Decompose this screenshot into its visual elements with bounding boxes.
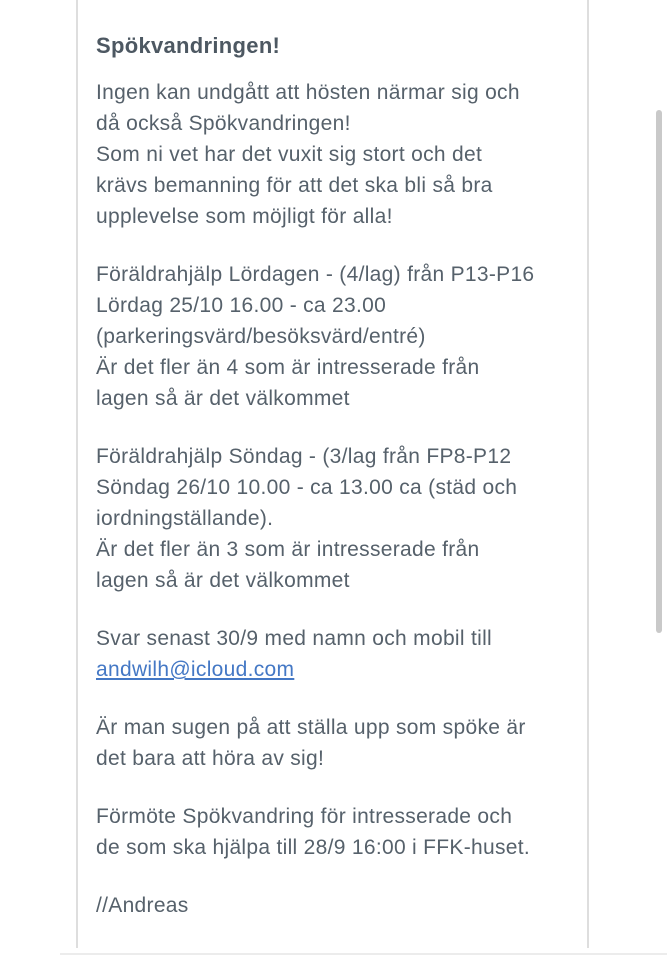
post-line: lagen så är det välkommet bbox=[96, 387, 350, 410]
post-line-link bbox=[96, 654, 571, 685]
post-line: Föräldrahjälp Lördagen - (4/lag) från P13-P16 bbox=[96, 263, 535, 286]
post-paragraph-ghost bbox=[96, 712, 571, 774]
post-title: Spökvandringen! bbox=[96, 33, 281, 58]
post-paragraph-reply bbox=[96, 623, 571, 685]
post-line: upplevelse som möjligt för alla! bbox=[96, 205, 393, 228]
post-line: Är det fler än 4 som är intresserade från bbox=[96, 356, 480, 379]
post-paragraph-meeting bbox=[96, 801, 571, 863]
post-paragraph-sunday bbox=[96, 441, 571, 596]
post-line: då också Spökvandringen! bbox=[96, 112, 351, 135]
post-line: Svar senast 30/9 med namn och mobil till bbox=[96, 627, 493, 650]
email-link[interactable]: andwilh@icloud.com bbox=[96, 658, 295, 681]
post-line: Förmöte Spökvandring för intresserade och bbox=[96, 805, 513, 828]
post-line: Föräldrahjälp Söndag - (3/lag från FP8-P12 bbox=[96, 445, 512, 468]
message-card bbox=[76, 0, 589, 948]
post-line: de som ska hjälpa till 28/9 16:00 i FFK-huset. bbox=[96, 836, 531, 859]
post-line: Lördag 25/10 16.00 - ca 23.00 bbox=[96, 294, 387, 317]
bottom-divider bbox=[60, 953, 667, 955]
post-line: Söndag 26/10 10.00 - ca 13.00 ca (städ och bbox=[96, 476, 518, 499]
post-paragraph-saturday bbox=[96, 259, 571, 414]
post-line: Som ni vet har det vuxit sig stort och det bbox=[96, 143, 483, 166]
post-line: krävs bemanning för att det ska bli så bra bbox=[96, 174, 493, 197]
post-signature bbox=[96, 890, 571, 921]
scrollbar-thumb[interactable] bbox=[656, 110, 662, 633]
post-line: lagen så är det välkommet bbox=[96, 569, 350, 592]
post-line: Ingen kan undgått att hösten närmar sig och bbox=[96, 81, 520, 104]
post-line: iordningställande). bbox=[96, 507, 274, 530]
post-line: (parkeringsvärd/besöksvärd/entré) bbox=[96, 325, 426, 348]
signature-line: //Andreas bbox=[96, 894, 189, 917]
post-line: Är det fler än 3 som är intresserade från bbox=[96, 538, 480, 561]
post-line: Är man sugen på att ställa upp som spöke är bbox=[96, 716, 526, 739]
post-paragraph-intro bbox=[96, 77, 571, 232]
post-line: det bara att höra av sig! bbox=[96, 747, 325, 770]
